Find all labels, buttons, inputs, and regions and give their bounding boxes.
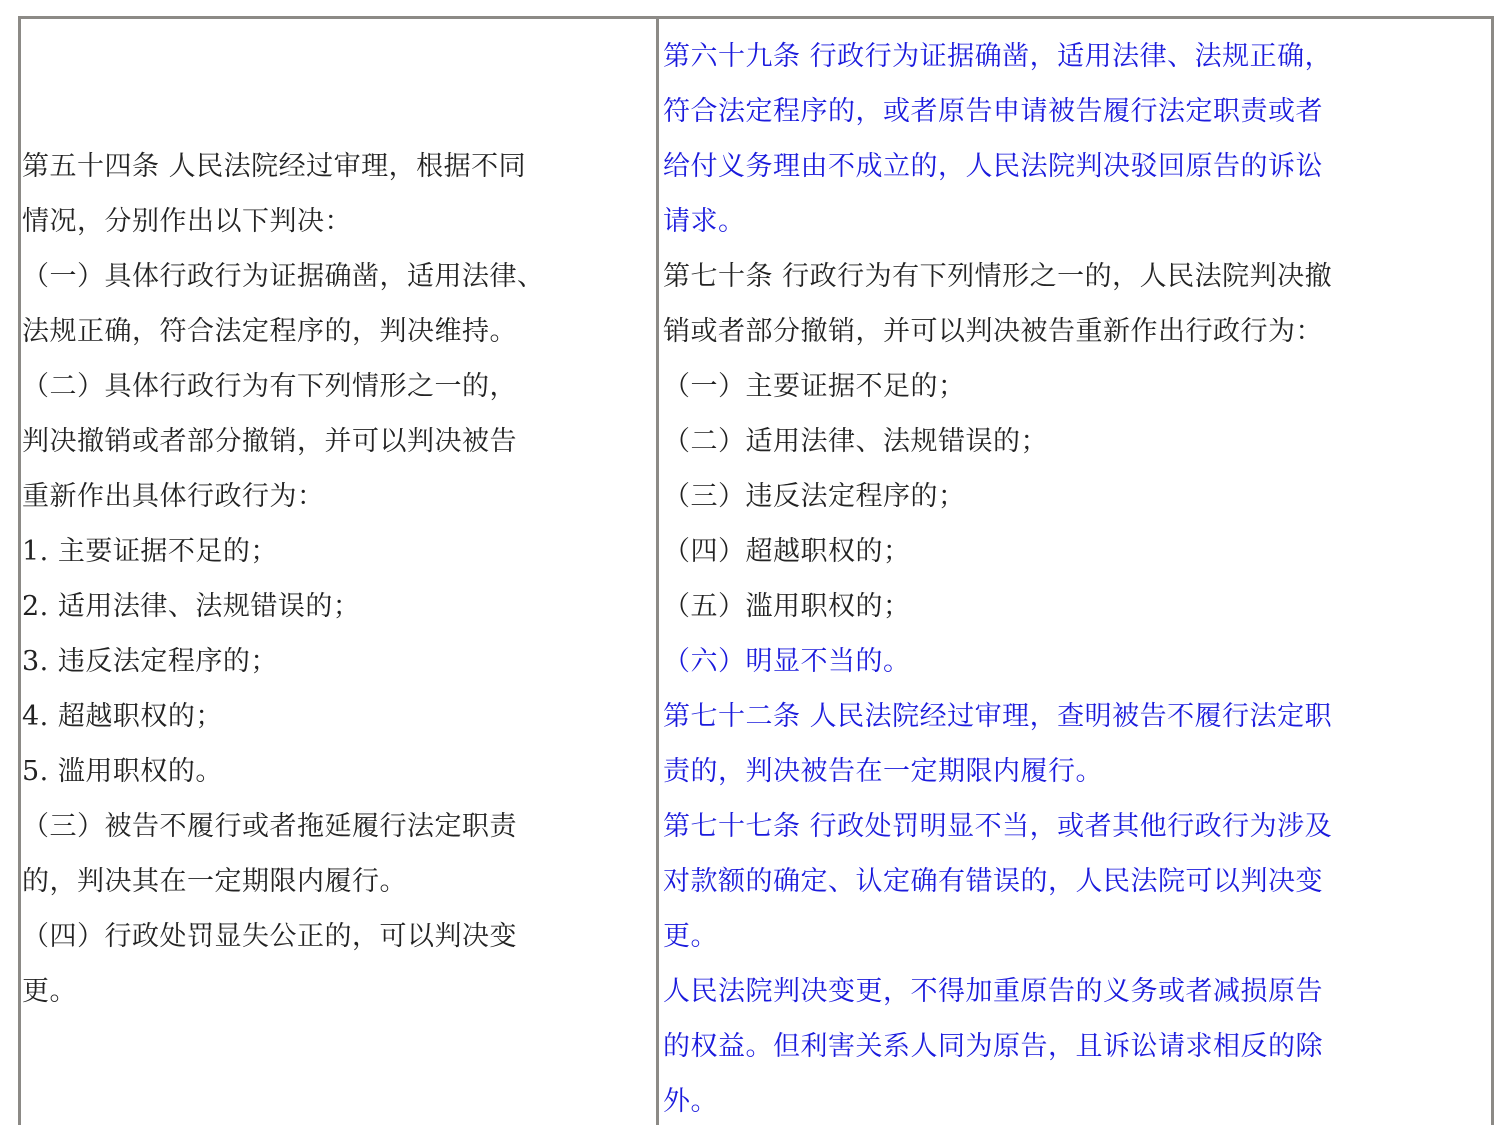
text-line: （二）具体行政行为有下列情形之一的， [22,371,517,402]
text-line: 销或者部分撤销，并可以判决被告重新作出行政行为： [663,316,1323,347]
text-line-changed: 责的，判决被告在一定期限内履行。 [663,756,1103,787]
text-line: 更。 [22,976,77,1007]
text-line-changed: 请求。 [663,206,746,237]
text-line: 判决撤销或者部分撤销，并可以判决被告 [22,426,517,457]
text-line-changed: 第七十七条 行政处罚明显不当，或者其他行政行为涉及 [663,811,1333,842]
text-line-changed: 的权益。但利害关系人同为原告，且诉讼请求相反的除 [663,1031,1323,1062]
text-line: 3. 违反法定程序的； [22,646,278,677]
text-line: （三）被告不履行或者拖延履行法定职责 [22,811,517,842]
text-line: 情况，分别作出以下判决： [22,206,352,237]
text-line: 重新作出具体行政行为： [22,481,325,512]
text-line-changed: 给付义务理由不成立的，人民法院判决驳回原告的诉讼 [663,151,1323,182]
text-line-changed: 外。 [663,1086,718,1117]
text-line: 第五十四条 人民法院经过审理，根据不同 [22,151,527,182]
text-line: 法规正确，符合法定程序的，判决维持。 [22,316,517,347]
text-line: 1. 主要证据不足的； [22,536,278,567]
text-line-changed: 更。 [663,921,718,952]
text-line: 4. 超越职权的； [22,701,223,732]
left-column-old-law [22,139,654,1019]
text-line: 5. 滥用职权的。 [22,756,223,787]
text-line: （三）违反法定程序的； [663,481,966,512]
text-line-changed: （六）明显不当的。 [663,646,911,677]
text-line-changed: 符合法定程序的，或者原告申请被告履行法定职责或者 [663,96,1323,127]
text-line: （二）适用法律、法规错误的； [663,426,1048,457]
text-line: （四）行政处罚显失公正的，可以判决变 [22,921,517,952]
right-column-new-law [663,29,1490,1125]
column-divider [656,16,659,1125]
text-line: 的，判决其在一定期限内履行。 [22,866,407,897]
text-line: 2. 适用法律、法规错误的； [22,591,361,622]
text-line: （四）超越职权的； [663,536,911,567]
text-line: （一）具体行政行为证据确凿，适用法律、 [22,261,545,292]
text-line: （五）滥用职权的； [663,591,911,622]
text-line-changed: 人民法院判决变更，不得加重原告的义务或者减损原告 [663,976,1323,1007]
text-line: （一）主要证据不足的； [663,371,966,402]
text-line-changed: 第七十二条 人民法院经过审理，查明被告不履行法定职 [663,701,1333,732]
text-line: 第七十条 行政行为有下列情形之一的，人民法院判决撤 [663,261,1333,292]
text-line-changed: 对款额的确定、认定确有错误的，人民法院可以判决变 [663,866,1323,897]
text-line-changed: 第六十九条 行政行为证据确凿，适用法律、法规正确， [663,41,1333,72]
